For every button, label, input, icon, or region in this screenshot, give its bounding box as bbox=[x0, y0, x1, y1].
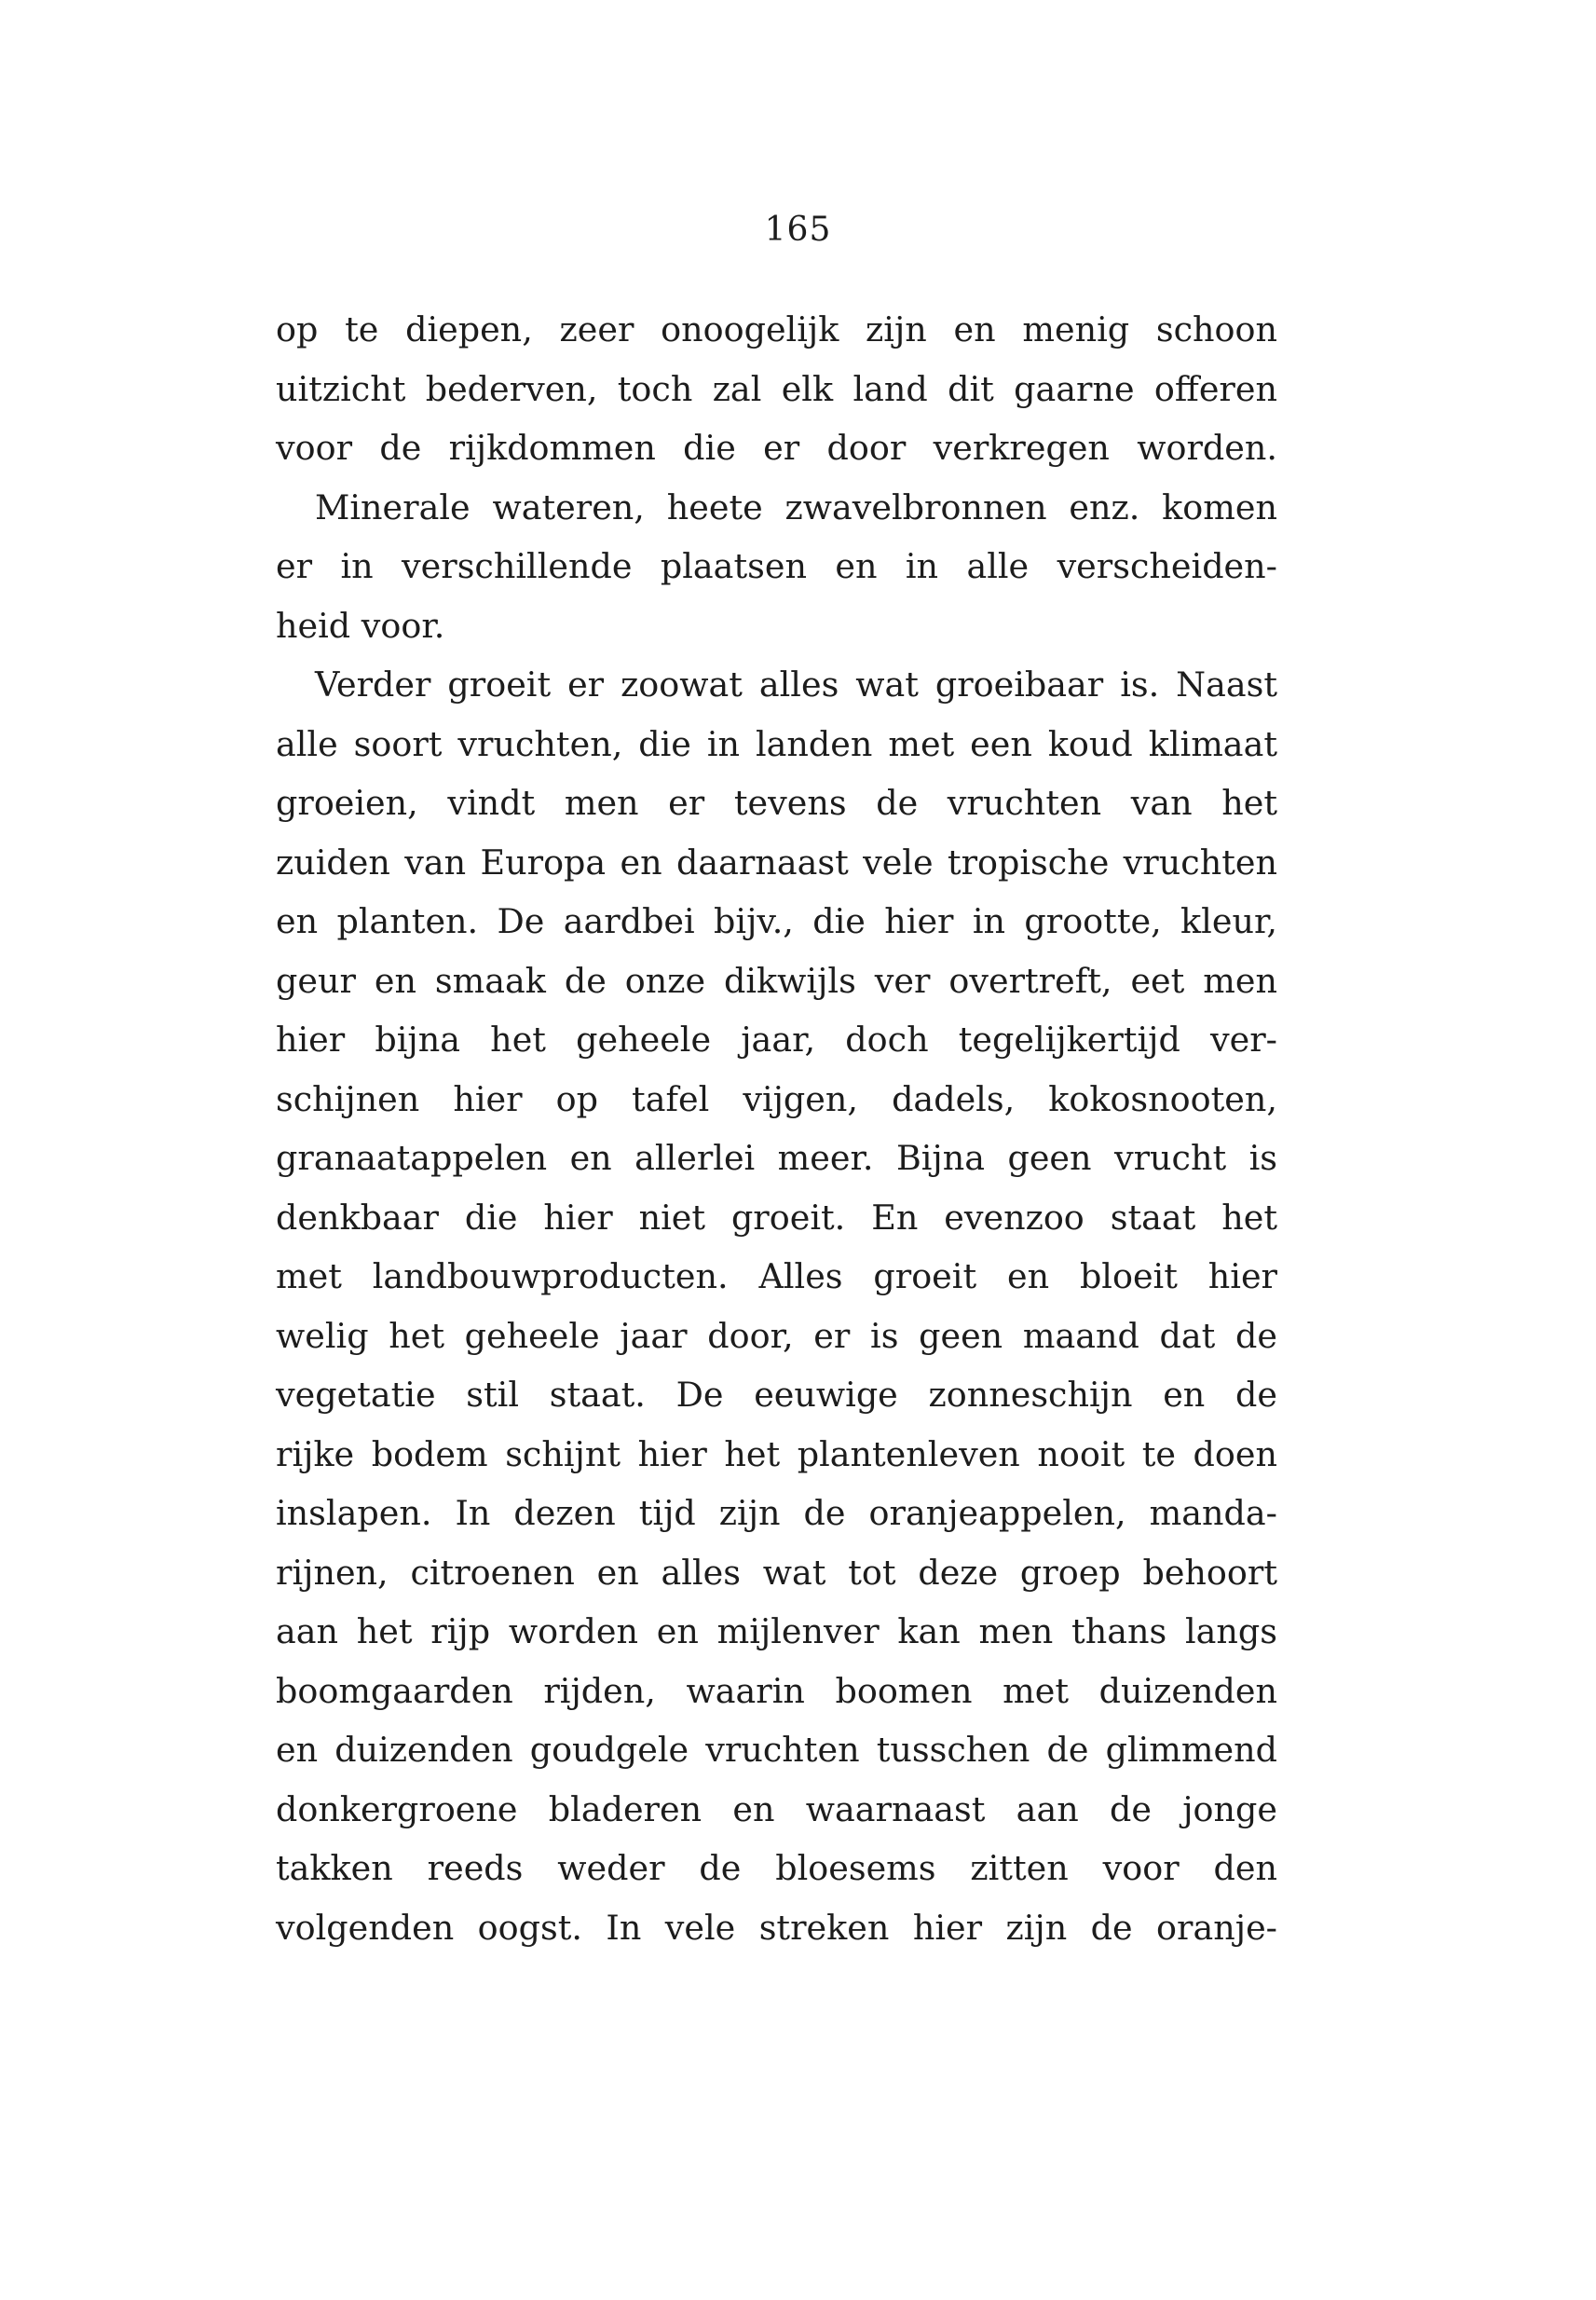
text-line: granaatappelen en allerlei meer. Bijna geen vrucht is bbox=[276, 1138, 1277, 1178]
text-line: inslapen. In dezen tijd zijn de oranjeappelen, manda- bbox=[276, 1493, 1277, 1533]
text-line: rijke bodem schijnt hier het plantenleven nooit te doen bbox=[276, 1433, 1277, 1474]
text-line: volgenden oogst. In vele streken hier zijn de oranje- bbox=[276, 1907, 1277, 1948]
text-line: heid voor. bbox=[276, 605, 445, 646]
text-line: donkergroene bladeren en waarnaast aan de jonge bbox=[276, 1788, 1277, 1829]
text-line: schijnen hier op tafel vijgen, dadels, kokosnooten, bbox=[276, 1078, 1277, 1119]
text-line: aan het rijp worden en mijlenver kan men thans langs bbox=[276, 1611, 1277, 1651]
text-line: denkbaar die hier niet groeit. En evenzoo staat het bbox=[276, 1197, 1277, 1238]
text-line: en planten. De aardbei bijv., die hier in grootte, kleur, bbox=[276, 901, 1277, 941]
text-line: zuiden van Europa en daarnaast vele tropische vruchten bbox=[276, 842, 1277, 883]
text-line: Minerale wateren, heete zwavelbronnen enz. komen bbox=[315, 486, 1277, 527]
text-line: alle soort vruchten, die in landen met een koud klimaat bbox=[276, 723, 1277, 764]
text-line: rijnen, citroenen en alles wat tot deze groep behoort bbox=[276, 1552, 1277, 1593]
text-line: boomgaarden rijden, waarin boomen met duizenden bbox=[276, 1670, 1277, 1711]
text-line: voor de rijkdommen die er door verkregen worden. bbox=[276, 428, 1277, 468]
text-line: op te diepen, zeer onoogelijk zijn en menig schoon bbox=[276, 309, 1277, 349]
text-line: en duizenden goudgele vruchten tusschen de glimmend bbox=[276, 1730, 1277, 1770]
text-line: geur en smaak de onze dikwijls ver overtreft, eet men bbox=[276, 960, 1277, 1001]
text-line: Verder groeit er zoowat alles wat groeibaar is. Naast bbox=[315, 664, 1277, 705]
text-line: takken reeds weder de bloesems zitten voor den bbox=[276, 1848, 1277, 1888]
text-line: er in verschillende plaatsen en in alle verscheiden- bbox=[276, 546, 1277, 586]
text-line: welig het geheele jaar door, er is geen maand dat de bbox=[276, 1315, 1277, 1356]
text-line: groeien, vindt men er tevens de vruchten van het bbox=[276, 783, 1277, 823]
text-line: met landbouwproducten. Alles groeit en bloeit hier bbox=[276, 1256, 1277, 1296]
text-line: uitzicht bederven, toch zal elk land dit gaarne offeren bbox=[276, 368, 1277, 409]
text-line: vegetatie stil staat. De eeuwige zonneschijn en de bbox=[276, 1375, 1277, 1415]
page-number: 165 bbox=[764, 211, 832, 249]
body-text bbox=[276, 300, 1277, 1957]
text-line: hier bijna het geheele jaar, doch tegelijkertijd ver- bbox=[276, 1020, 1277, 1060]
